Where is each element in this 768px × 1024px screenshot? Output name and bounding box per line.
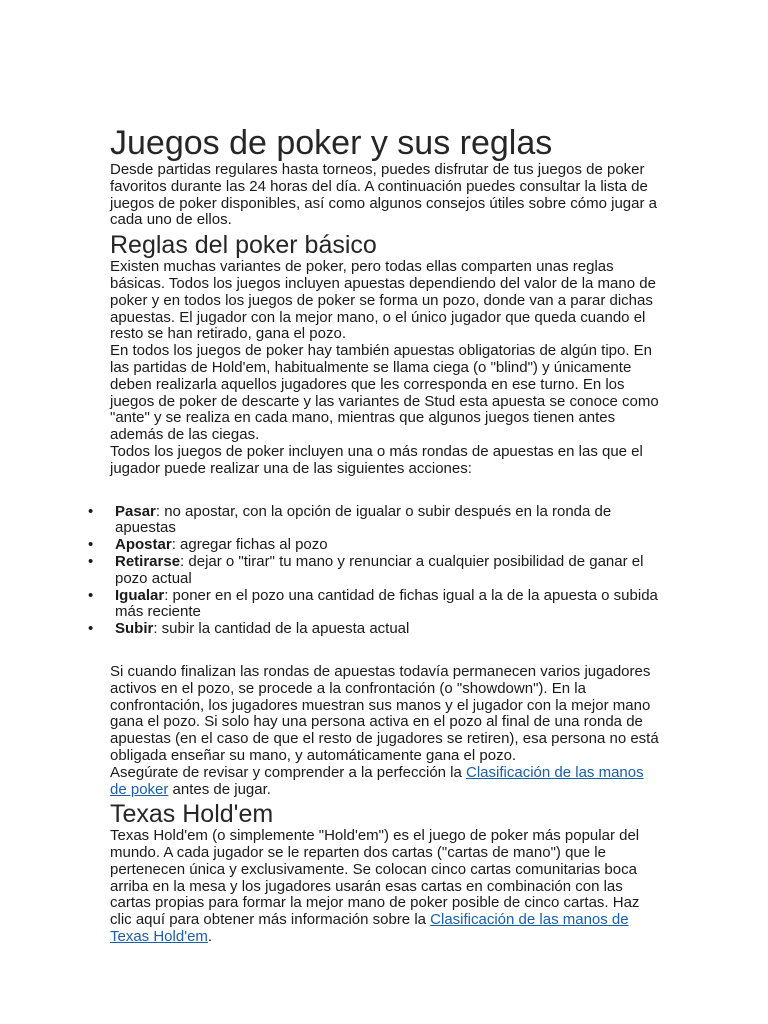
bullet-icon: • <box>88 586 94 604</box>
list-item <box>88 536 662 554</box>
action-description: : agregar fichas al pozo <box>171 536 328 554</box>
document-page <box>88 124 662 946</box>
list-item <box>88 502 662 538</box>
texas-holdem-paragraph <box>110 828 662 946</box>
action-term: Igualar <box>115 586 165 604</box>
action-description: : dejar o "tirar" tu mano y renunciar a cualquier posibilidad de ganar el pozo actual <box>115 552 644 587</box>
basic-rules-paragraph-3: Todos los juegos de poker incluyen una o más rondas de apuestas en las que el jugador puede realizar una de las siguientes acciones: <box>110 442 643 477</box>
basic-rules-paragraph-2: En todos los juegos de poker hay también apuestas obligatorias de algún tipo. En las partidas de Hold'em, habitualmente se llama ciega (o "blind") y únicamente deben realizarla aquellos jugadores que les corresponda en ese turno. En los juegos de poker de descarte y las variantes de Stud esta apuesta se conoce como "ante" y se realiza en cada mano, mientras que algunos juegos tienen antes además de las ciegas. <box>110 342 659 444</box>
texas-holdem-rankings-link[interactable]: Clasificación de las manos de Texas Hold'em <box>110 911 629 946</box>
hand-ranking-paragraph <box>110 765 662 799</box>
action-description: : subir la cantidad de la apuesta actual <box>153 620 410 638</box>
list-item <box>88 586 662 622</box>
bullet-icon: • <box>88 502 94 520</box>
texas-holdem-text-before: Texas Hold'em (o simplemente "Hold'em") es el juego de poker más popular del mundo. A cada jugador se le reparten dos cartas ("cartas de mano") que le pertenecen única y exclusivamente. Se colocan cinco cartas comunitarias boca arriba en la mesa y los jugadores usarán esas cartas en combinación con las cartas propias para formar la mejor mano de poker posible de cinco cartas. Haz clic aquí para obtener más información sobre la <box>110 827 640 929</box>
bullet-icon: • <box>88 536 94 554</box>
betting-actions-list <box>88 502 662 638</box>
section-heading-texas-holdem: Texas Hold'em <box>110 800 274 829</box>
action-term: Apostar <box>115 536 172 554</box>
list-item <box>88 620 662 638</box>
texas-holdem-text-after: . <box>207 928 213 946</box>
action-term: Retirarse <box>115 552 181 570</box>
bullet-icon: • <box>88 552 94 570</box>
hand-ranking-text-after: antes de jugar. <box>168 780 271 798</box>
bullet-icon: • <box>88 620 94 638</box>
intro-paragraph: Desde partidas regulares hasta torneos, puedes disfrutar de tus juegos de poker favoritos durante las 24 horas del día. A continuación puedes consultar la lista de juegos de poker disponibles, así como algunos consejos útiles sobre cómo jugar a cada uno de ellos. <box>110 161 657 229</box>
action-term: Subir <box>115 620 154 638</box>
action-description: : poner en el pozo una cantidad de fichas igual a la de la apuesta o subida más reciente <box>115 586 658 621</box>
basic-rules-paragraph-1: Existen muchas variantes de poker, pero todas ellas comparten unas reglas básicas. Todos los juegos incluyen apuestas dependiendo del valor de la mano de poker y en todos los juegos de poker se forma un pozo, donde van a parar dichas apuestas. El jugador con la mejor mano, o el único jugador que queda cuando el resto se han retirado, gana el pozo. <box>110 258 656 343</box>
list-item <box>88 552 662 588</box>
action-description: : no apostar, con la opción de igualar o subir después en la ronda de apuestas <box>115 502 612 537</box>
showdown-paragraph: Si cuando finalizan las rondas de apuestas todavía permanecen varios jugadores activos en el pozo, se procede a la confrontación (o "showdown"). En la confrontación, los jugadores muestran sus manos y el jugador con la mejor mano gana el pozo. Si solo hay una persona activa en el pozo al final de una ronda de apuestas (en el caso de que el resto de jugadores se retiren), esa persona no está obligada enseñar su mano, y automáticamente gana el pozo. <box>110 662 659 764</box>
section-heading-basic-rules: Reglas del poker básico <box>110 231 377 260</box>
hand-rankings-link[interactable]: Clasificación de las manos de poker <box>110 763 644 798</box>
hand-ranking-text-before: Asegúrate de revisar y comprender a la perfección la <box>110 763 467 781</box>
page-title: Juegos de poker y sus reglas <box>110 124 553 162</box>
action-term: Pasar <box>115 502 156 520</box>
